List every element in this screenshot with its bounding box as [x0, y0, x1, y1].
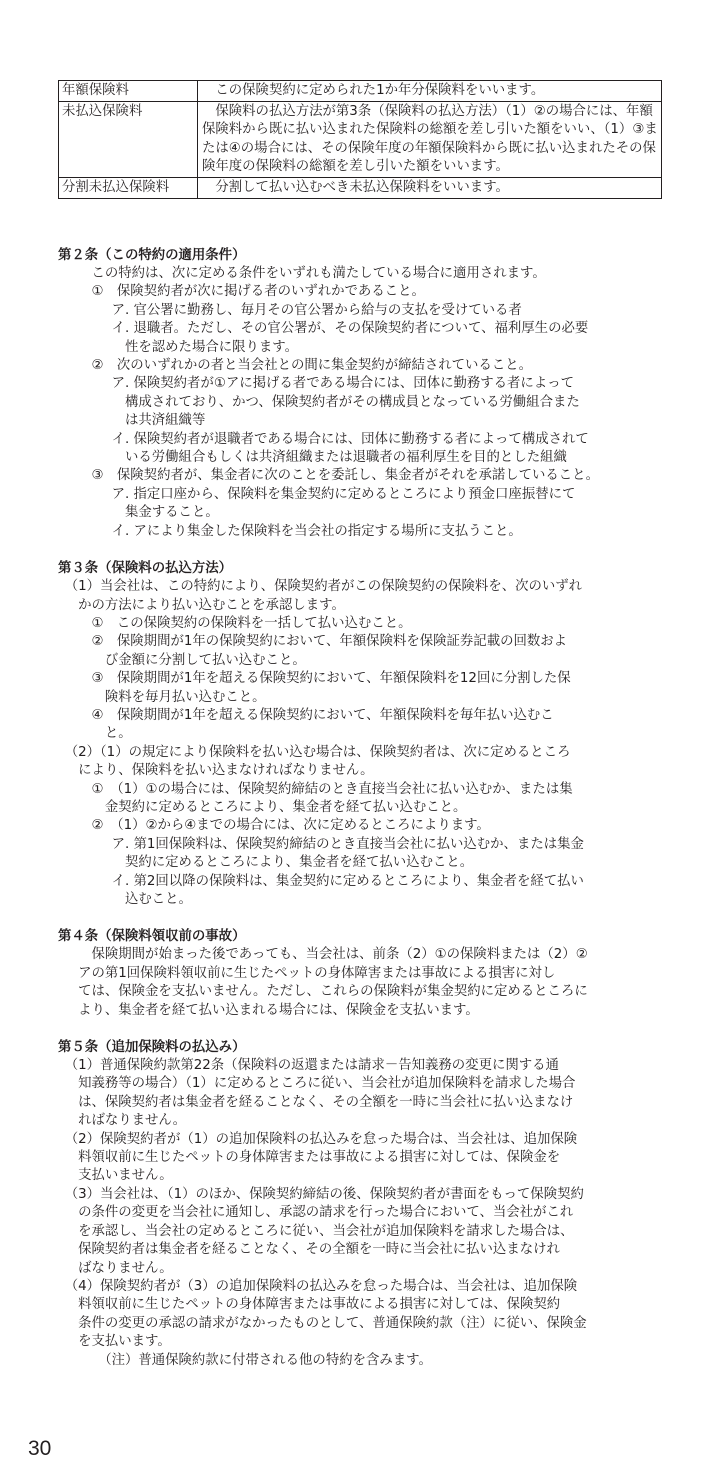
article-text-line: ② （1）②から④までの場合には、次に定めるところによります。 [91, 818, 490, 834]
article-text-line: （1）当会社は、この特約により、保険契約者がこの保険契約の保険料を、次のいずれ [64, 579, 583, 595]
article-text-line: より、集金者を経て払い込まれる場合には、保険金を支払います。 [78, 1002, 479, 1018]
article-text-line: （3）当会社は、（1）のほか、保険契約締結の後、保険契約者が書面をもって保険契約 [64, 1186, 584, 1202]
article-text-line: は、保険契約者は集金者を経ることなく、その全額を一時に当会社に払い込まなけ [78, 1094, 574, 1110]
article-text-line: ① この保険契約の保険料を一括して払い込むこと。 [91, 615, 412, 631]
definition-description: 分割して払い込むべき未払込保険料をいいます。 [198, 177, 662, 198]
article-text-line: （2）保険契約者が（1）の追加保険料の払込みを怠った場合は、当会社は、追加保険 [64, 1131, 578, 1147]
article-section [58, 927, 664, 1020]
article-text-line: の条件の変更を当会社に通知し、承認の請求を行った場合において、当会社がこれ [78, 1205, 574, 1221]
article-text-line: （1）普通保険約款第22条（保険料の返還または請求－告知義務の変更に関する通 [64, 1058, 559, 1074]
page-number: 30 [28, 1437, 52, 1460]
article-text-line: イ. アにより集金した保険料を当会社の指定する場所に支払うこと。 [111, 523, 522, 539]
article-text-line: ばなりません。 [78, 1260, 173, 1276]
article-text-line: 込むこと。 [125, 892, 192, 907]
article-text-line: 金契約に定めるところにより、集金者を経て払い込むこと。 [104, 799, 467, 815]
article-text-line: は共済組織等 [125, 413, 206, 429]
article-text-line: を承認し、当会社の定めるところに従い、当会社が追加保険料を請求した場合は、 [78, 1223, 574, 1239]
article-text-line: と。 [104, 726, 132, 742]
article-text-line: ア. 官公署に勤務し、毎月その官公署から給与の支払を受けている者 [111, 302, 522, 318]
article-text-line: 条件の変更の承認の請求がなかったものとして、普通保険約款（注）に従い、保険金 [78, 1315, 587, 1331]
article-text-line: ては、保険金を支払いません。ただし、これらの保険料が集金契約に定めるところに [78, 984, 588, 1000]
article-text-line: 険料を毎月払い込むこと。 [104, 689, 266, 705]
sections-container [58, 246, 664, 1388]
article-text-line: び金額に分割して払い込むこと。 [104, 652, 306, 668]
article-text-line: いる労働組合もしくは共済組織または退職者の福利厚生を目的とした組織 [125, 450, 567, 466]
definitions-table [58, 80, 662, 199]
article-text-line: ② 保険期間が1年の保険契約において、年額保険料を保険証券記載の回数およ [91, 634, 568, 650]
article-text-line: この特約は、次に定める条件をいずれも満たしている場合に適用されます。 [91, 266, 546, 281]
article-text-line: ④ 保険期間が1年を超える保険契約において、年額保険料を毎年払い込むこ [91, 707, 554, 723]
article-text-line: 料領収前に生じたペットの身体障害または事故による損害に対しては、保険金を [78, 1150, 561, 1166]
article-text-line: 知義務等の場合）（1）に定めるところに従い、当会社が追加保険料を請求した場合 [78, 1076, 576, 1092]
article-text-line: ア. 保険契約者が①アに掲げる者である場合には、団体に勤務する者によって [111, 376, 574, 392]
article-text-line: イ. 保険契約者が退職者である場合には、団体に勤務する者によって構成されて [111, 431, 589, 447]
article-section [58, 559, 664, 909]
definition-row [59, 177, 662, 198]
article-text-line: 集金すること。 [125, 505, 219, 521]
definition-term: 未払込保険料 [59, 101, 198, 177]
article-text-line: ればなりません。 [78, 1113, 187, 1129]
definition-term: 分割未払込保険料 [59, 177, 198, 198]
article-heading: 第５条（追加保険料の払込み） [58, 1040, 246, 1056]
article-text-line: により、保険料を払い込まなければなりません。 [78, 763, 374, 779]
article-text-line: 保険契約者は集金者を経ることなく、その全額を一時に当会社に払い込まなけれ [78, 1242, 560, 1258]
definition-row [59, 81, 662, 102]
article-text-line: 料領収前に生じたペットの身体障害または事故による損害に対しては、保険契約 [78, 1297, 561, 1313]
definition-description: この保険契約に定められた1か年分保険料をいいます。 [198, 81, 662, 102]
article-section [58, 246, 664, 541]
article-text-line: 保険期間が始まった後であっても、当会社は、前条（2）①の保険料または（2）② [91, 947, 588, 963]
article-text-line: イ. 第2回以降の保険料は、集金契約に定めるところにより、集金者を経て払い [111, 873, 584, 889]
article-text-line: アの第1回保険料領収前に生じたペットの身体障害または事故による損害に対し [78, 965, 556, 981]
article-text-line: ③ 保険契約者が、集金者に次のことを委託し、集金者がそれを承諾していること。 [91, 468, 599, 484]
article-text-line: 支払いません。 [78, 1168, 173, 1184]
article-heading: 第４条（保険料領収前の事故） [58, 929, 246, 945]
article-text-line: （2）（1）の規定により保険料を払い込む場合は、保険契約者は、次に定めるところ [64, 744, 571, 760]
article-text-line: を支払います。 [78, 1334, 171, 1350]
article-text-line: ③ 保険期間が1年を超える保険契約において、年額保険料を12回に分割した保 [91, 671, 571, 687]
article-text-line: ② 次のいずれかの者と当会社との間に集金契約が締結されていること。 [91, 358, 533, 374]
article-heading: 第３条（保険料の払込方法） [58, 561, 233, 577]
article-heading: 第２条（この特約の適用条件） [58, 248, 246, 263]
definition-term: 年額保険料 [59, 81, 198, 102]
definition-description: 保険料の払込方法が第3条（保険料の払込方法）（1）②の場合には、年額保険料から既に払い込まれた保険料の総額を差し引いた額をいい、（1）③または④の場合には、その保険年度の年額保険料から既に払い込まれたその保険年度の保険料の総額を差し引いた額をいいます。 [198, 101, 662, 177]
article-text-line: かの方法により払い込むことを承認します。 [78, 597, 345, 613]
article-text-line: （注）普通保険約款に付帯される他の特約を含みます。 [98, 1352, 432, 1368]
article-text-line: ア. 指定口座から、保険料を集金契約に定めるところにより預金口座振替にて [111, 486, 576, 502]
article-text-line: （4）保険契約者が（3）の追加保険料の払込みを怠った場合は、当会社は、追加保険 [64, 1278, 578, 1294]
article-text-line: 契約に定めるところにより、集金者を経て払い込むこと。 [125, 855, 474, 871]
article-section [58, 1038, 664, 1370]
article-text-line: ① （1）①の場合には、保険契約締結のとき直接当会社に払い込むか、または集 [91, 781, 573, 797]
article-text-line: 性を認めた場合に限ります。 [125, 339, 299, 355]
definition-row [59, 101, 662, 177]
article-text-line: ア. 第1回保険料は、保険契約締結のとき直接当会社に払い込むか、または集金 [111, 836, 584, 852]
article-text-line: イ. 退職者。ただし、その官公署が、その保険契約者について、福利厚生の必要 [111, 321, 589, 337]
article-text-line: ① 保険契約者が次に掲げる者のいずれかであること。 [91, 284, 425, 300]
article-text-line: 構成されており、かつ、保険契約者がその構成員となっている労働組合また [125, 394, 580, 410]
